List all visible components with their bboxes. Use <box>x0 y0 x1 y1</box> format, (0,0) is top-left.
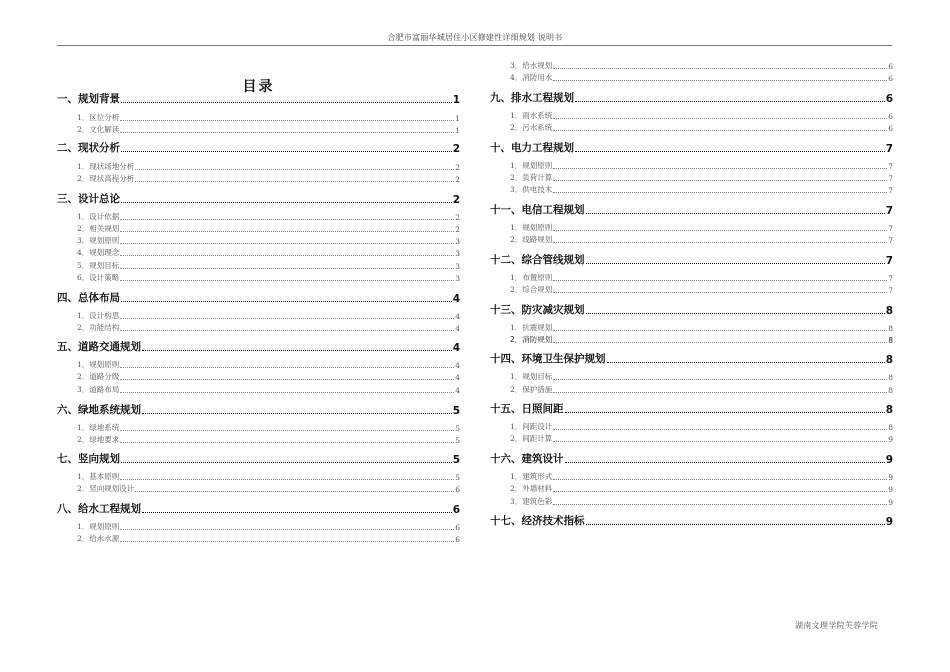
toc-entry-label: 2．文化解读 <box>77 125 120 134</box>
toc-entry-label: 3．给水规划 <box>510 61 553 70</box>
toc-entry-label: 十七、经济技术指标 <box>490 515 585 527</box>
toc-chapter-entry[interactable] <box>57 193 460 206</box>
toc-entry-page-number: 7 <box>885 205 893 217</box>
toc-chapter-entry[interactable] <box>490 204 893 217</box>
dot-leader <box>120 255 454 256</box>
toc-entry-page-number: 4 <box>455 312 460 321</box>
dot-leader <box>553 441 887 442</box>
toc-entry-label: 十一、电信工程规划 <box>490 204 585 216</box>
toc-entry-page-number: 9 <box>885 454 893 466</box>
toc-entry-page-number: 5 <box>455 436 460 445</box>
toc-section-entry[interactable] <box>57 311 460 321</box>
dot-leader <box>135 491 454 492</box>
dot-leader <box>142 350 452 351</box>
toc-entry-page-number: 7 <box>885 255 893 267</box>
toc-entry-label: 1．区位分析 <box>77 113 120 122</box>
toc-entry-page-number: 8 <box>888 324 893 333</box>
toc-entry-label: 5．规划目标 <box>77 261 120 270</box>
toc-entry-page-number: 7 <box>888 274 893 283</box>
toc-entry-label: 1．布置原则 <box>510 273 553 282</box>
toc-entry-label: 2．外墙材料 <box>510 484 553 493</box>
toc-entry-label: 十二、综合管线规划 <box>490 254 585 266</box>
toc-chapter-entry[interactable] <box>490 353 893 366</box>
dot-leader <box>120 367 454 368</box>
toc-entry-page-number: 2 <box>452 143 460 155</box>
toc-entry-page-number: 8 <box>885 404 893 416</box>
toc-section-entry[interactable] <box>490 323 893 333</box>
toc-entry-label: 1．雨水系统 <box>510 111 553 120</box>
toc-section-entry[interactable] <box>490 285 893 295</box>
toc-section-entry[interactable] <box>490 335 893 345</box>
toc-section-entry[interactable] <box>490 123 893 133</box>
toc-entry-page-number: 8 <box>888 373 893 382</box>
toc-entry-label: 4．消防用水 <box>510 73 553 82</box>
toc-entry-page-number: 2 <box>455 163 460 172</box>
toc-section-entry[interactable] <box>57 212 460 222</box>
dot-leader <box>553 168 887 169</box>
toc-chapter-entry[interactable] <box>490 92 893 105</box>
toc-section-entry[interactable] <box>57 372 460 382</box>
dot-leader <box>120 430 454 431</box>
toc-entry-page-number: 5 <box>452 405 460 417</box>
toc-entry-label: 2．线路规划 <box>510 235 553 244</box>
toc-section-entry[interactable] <box>57 236 460 246</box>
toc-entry-page-number: 8 <box>885 305 893 317</box>
toc-section-entry[interactable] <box>490 497 893 507</box>
toc-section-entry[interactable] <box>57 435 460 445</box>
toc-entry-label: 2．消防规划 <box>510 335 553 344</box>
toc-entry-label: 2．功能结构 <box>77 323 120 332</box>
dot-leader <box>553 379 887 380</box>
dot-leader <box>553 479 887 480</box>
toc-section-entry[interactable] <box>57 522 460 532</box>
toc-entry-label: 2．污水系统 <box>510 123 553 132</box>
toc-entry-page-number: 7 <box>888 236 893 245</box>
toc-entry-label: 2．间距计算 <box>510 434 553 443</box>
toc-chapter-entry[interactable] <box>490 453 893 466</box>
toc-section-entry[interactable] <box>57 125 460 135</box>
toc-chapter-entry[interactable] <box>490 403 893 416</box>
toc-section-entry[interactable] <box>57 261 460 271</box>
toc-entry-label: 1．规划原则 <box>510 161 553 170</box>
toc-entry-page-number: 2 <box>455 225 460 234</box>
toc-entry-page-number: 1 <box>452 94 460 106</box>
toc-chapter-entry[interactable] <box>490 254 893 267</box>
dot-leader <box>553 491 887 492</box>
dot-leader <box>120 330 454 331</box>
dot-leader <box>120 541 454 542</box>
toc-section-entry[interactable] <box>490 372 893 382</box>
dot-leader <box>565 462 885 463</box>
dot-leader <box>553 292 887 293</box>
toc-entry-page-number: 5 <box>455 424 460 433</box>
toc-section-entry[interactable] <box>57 423 460 433</box>
dot-leader <box>553 330 887 331</box>
dot-leader <box>120 219 454 220</box>
toc-entry-label: 十四、环境卫生保护规划 <box>490 353 606 365</box>
toc-entry-page-number: 6 <box>888 112 893 121</box>
toc-entry-page-number: 3 <box>455 262 460 271</box>
dot-leader <box>586 213 885 214</box>
dot-leader <box>553 504 887 505</box>
toc-entry-label: 四、总体布局 <box>57 292 120 304</box>
dot-leader <box>135 181 454 182</box>
toc-entry-label: 1．绿地系统 <box>77 423 120 432</box>
toc-entry-label: 2．现状高程分析 <box>77 174 135 183</box>
toc-entry-page-number: 8 <box>888 336 893 345</box>
toc-entry-label: 1．抗震规划 <box>510 323 553 332</box>
toc-entry-page-number: 8 <box>885 354 893 366</box>
toc-section-entry[interactable] <box>490 223 893 233</box>
toc-entry-page-number: 9 <box>888 473 893 482</box>
dot-leader <box>553 242 887 243</box>
toc-chapter-entry[interactable] <box>57 142 460 155</box>
toc-entry-label: 三、设计总论 <box>57 193 120 205</box>
toc-entry-page-number: 7 <box>888 174 893 183</box>
dot-leader <box>121 151 452 152</box>
toc-chapter-entry[interactable] <box>490 304 893 317</box>
toc-entry-page-number: 6 <box>455 535 460 544</box>
toc-entry-label: 1．规划目标 <box>510 372 553 381</box>
toc-section-entry[interactable] <box>57 273 460 283</box>
toc-entry-label: 1．设计构思 <box>77 311 120 320</box>
dot-leader <box>120 379 454 380</box>
dot-leader <box>120 268 454 269</box>
toc-entry-label: 3．道路布局 <box>77 385 120 394</box>
toc-entry-label: 六、绿地系统规划 <box>57 404 141 416</box>
toc-section-entry[interactable] <box>57 162 460 172</box>
toc-section-entry[interactable] <box>57 323 460 333</box>
toc-section-entry[interactable] <box>490 434 893 444</box>
toc-section-entry[interactable] <box>57 360 460 370</box>
dot-leader <box>142 512 452 513</box>
toc-entry-label: 九、排水工程规划 <box>490 92 574 104</box>
dot-leader <box>120 479 454 480</box>
toc-section-entry[interactable] <box>490 161 893 171</box>
toc-entry-label: 十五、日照间距 <box>490 403 564 415</box>
toc-section-entry[interactable] <box>490 235 893 245</box>
toc-section-entry[interactable] <box>57 385 460 395</box>
toc-entry-page-number: 2 <box>455 175 460 184</box>
toc-entry-page-number: 5 <box>455 473 460 482</box>
toc-chapter-entry[interactable] <box>57 292 460 305</box>
toc-title: 目录 <box>242 79 275 95</box>
toc-entry-label: 4．规划理念 <box>77 248 120 257</box>
toc-entry-label: 3．规划原则 <box>77 236 120 245</box>
toc-entry-page-number: 9 <box>888 498 893 507</box>
dot-leader <box>586 313 885 314</box>
dot-leader <box>553 230 887 231</box>
toc-entry-page-number: 9 <box>888 435 893 444</box>
toc-entry-page-number: 7 <box>888 224 893 233</box>
toc-entry-label: 十、电力工程规划 <box>490 142 574 154</box>
dot-leader <box>553 192 887 193</box>
toc-entry-page-number: 9 <box>888 485 893 494</box>
dot-leader <box>553 130 887 131</box>
toc-section-entry[interactable] <box>57 224 460 234</box>
toc-chapter-entry[interactable] <box>57 93 460 106</box>
toc-section-entry[interactable] <box>490 273 893 283</box>
toc-entry-page-number: 6 <box>885 93 893 105</box>
dot-leader <box>120 120 454 121</box>
dot-leader <box>120 529 454 530</box>
toc-entry-page-number: 6 <box>888 124 893 133</box>
toc-entry-label: 2．绿地要求 <box>77 435 120 444</box>
dot-leader <box>586 263 885 264</box>
toc-chapter-entry[interactable] <box>57 404 460 417</box>
toc-entry-label: 2．保护措施 <box>510 385 553 394</box>
toc-entry-label: 2．给水水源 <box>77 534 120 543</box>
toc-entry-page-number: 3 <box>455 237 460 246</box>
toc-entry-page-number: 3 <box>455 249 460 258</box>
toc-section-entry[interactable] <box>57 534 460 544</box>
toc-entry-page-number: 2 <box>452 194 460 206</box>
toc-entry-page-number: 5 <box>452 454 460 466</box>
toc-entry-label: 五、道路交通规划 <box>57 341 141 353</box>
dot-leader <box>121 102 452 103</box>
toc-entry-label: 十六、建筑设计 <box>490 453 564 465</box>
header-divider <box>57 45 892 46</box>
toc-entry-page-number: 8 <box>888 386 893 395</box>
toc-entry-page-number: 7 <box>885 143 893 155</box>
toc-entry-page-number: 4 <box>455 324 460 333</box>
dot-leader <box>120 231 454 232</box>
toc-section-entry[interactable] <box>57 484 460 494</box>
dot-leader <box>121 301 452 302</box>
toc-entry-label: 1．规划原则 <box>510 223 553 232</box>
dot-leader <box>553 280 887 281</box>
dot-leader <box>120 318 454 319</box>
toc-entry-label: 1．规划原则 <box>77 360 120 369</box>
toc-entry-page-number: 6 <box>455 523 460 532</box>
toc-section-entry[interactable] <box>490 73 893 83</box>
dot-leader <box>120 392 454 393</box>
toc-entry-page-number: 8 <box>888 423 893 432</box>
toc-entry-label: 2．相关规划 <box>77 224 120 233</box>
dot-leader <box>120 280 454 281</box>
toc-entry-page-number: 6 <box>452 504 460 516</box>
toc-entry-label: 2．负荷计算 <box>510 173 553 182</box>
toc-section-entry[interactable] <box>57 174 460 184</box>
toc-section-entry[interactable] <box>490 61 893 71</box>
toc-entry-label: 一、规划背景 <box>57 93 120 105</box>
toc-entry-label: 二、现状分析 <box>57 142 120 154</box>
dot-leader <box>553 180 887 181</box>
dot-leader <box>142 413 452 414</box>
dot-leader <box>553 429 887 430</box>
dot-leader <box>575 151 885 152</box>
dot-leader <box>575 101 885 102</box>
dot-leader <box>553 68 887 69</box>
toc-section-entry[interactable] <box>57 472 460 482</box>
toc-section-entry[interactable] <box>490 385 893 395</box>
toc-entry-page-number: 6 <box>888 74 893 83</box>
toc-entry-page-number: 4 <box>452 342 460 354</box>
dot-leader <box>553 118 887 119</box>
toc-entry-label: 八、给水工程规划 <box>57 503 141 515</box>
toc-section-entry[interactable] <box>490 484 893 494</box>
toc-entry-page-number: 6 <box>455 485 460 494</box>
toc-section-entry[interactable] <box>57 113 460 123</box>
dot-leader <box>553 342 887 343</box>
toc-chapter-entry[interactable] <box>490 515 893 528</box>
toc-section-entry[interactable] <box>490 173 893 183</box>
toc-entry-label: 2．综合规划 <box>510 285 553 294</box>
toc-section-entry[interactable] <box>490 422 893 432</box>
toc-entry-label: 3．建筑色彩 <box>510 497 553 506</box>
dot-leader <box>553 392 887 393</box>
toc-entry-page-number: 1 <box>455 126 460 135</box>
toc-entry-page-number: 4 <box>455 361 460 370</box>
dot-leader <box>120 132 454 133</box>
toc-chapter-entry[interactable] <box>490 142 893 155</box>
toc-entry-page-number: 4 <box>455 373 460 382</box>
toc-entry-page-number: 4 <box>452 293 460 305</box>
toc-section-entry[interactable] <box>490 472 893 482</box>
toc-entry-page-number: 9 <box>885 516 893 528</box>
toc-entry-page-number: 7 <box>888 286 893 295</box>
header-title: 合肥市富丽华城居住小区修建性详细规划 说明书 <box>387 33 563 42</box>
toc-entry-page-number: 7 <box>888 162 893 171</box>
dot-leader <box>120 442 454 443</box>
toc-entry-label: 1．规划原则 <box>77 522 120 531</box>
toc-entry-page-number: 3 <box>455 274 460 283</box>
toc-entry-label: 1．基本原则 <box>77 472 120 481</box>
toc-entry-label: 1．间距设计 <box>510 422 553 431</box>
dot-leader <box>553 80 887 81</box>
dot-leader <box>565 412 885 413</box>
toc-entry-label: 2．道路分级 <box>77 372 120 381</box>
dot-leader <box>607 362 885 363</box>
toc-entry-page-number: 4 <box>455 386 460 395</box>
dot-leader <box>135 169 454 170</box>
toc-entry-page-number: 7 <box>888 186 893 195</box>
toc-section-entry[interactable] <box>57 248 460 258</box>
toc-entry-label: 3．供电技术 <box>510 185 553 194</box>
toc-section-entry[interactable] <box>490 111 893 121</box>
toc-entry-label: 1．设计依据 <box>77 212 120 221</box>
toc-entry-label: 七、竖向规划 <box>57 453 120 465</box>
toc-chapter-entry[interactable] <box>57 503 460 516</box>
toc-chapter-entry[interactable] <box>57 453 460 466</box>
toc-section-entry[interactable] <box>490 185 893 195</box>
toc-entry-page-number: 1 <box>455 114 460 123</box>
toc-entry-label: 1．建筑形式 <box>510 472 553 481</box>
dot-leader <box>586 524 885 525</box>
toc-entry-page-number: 6 <box>888 62 893 71</box>
toc-entry-label: 6．设计策略 <box>77 273 120 282</box>
dot-leader <box>121 462 452 463</box>
dot-leader <box>121 202 452 203</box>
toc-chapter-entry[interactable] <box>57 341 460 354</box>
dot-leader <box>120 243 454 244</box>
toc-entry-label: 十三、防灾减灾规划 <box>490 304 585 316</box>
toc-entry-page-number: 2 <box>455 213 460 222</box>
toc-entry-label: 2．竖向规划设计 <box>77 484 135 493</box>
footer-institution: 湖南文理学院芙蓉学院 <box>795 621 878 630</box>
toc-entry-label: 1．现状场地分析 <box>77 162 135 171</box>
